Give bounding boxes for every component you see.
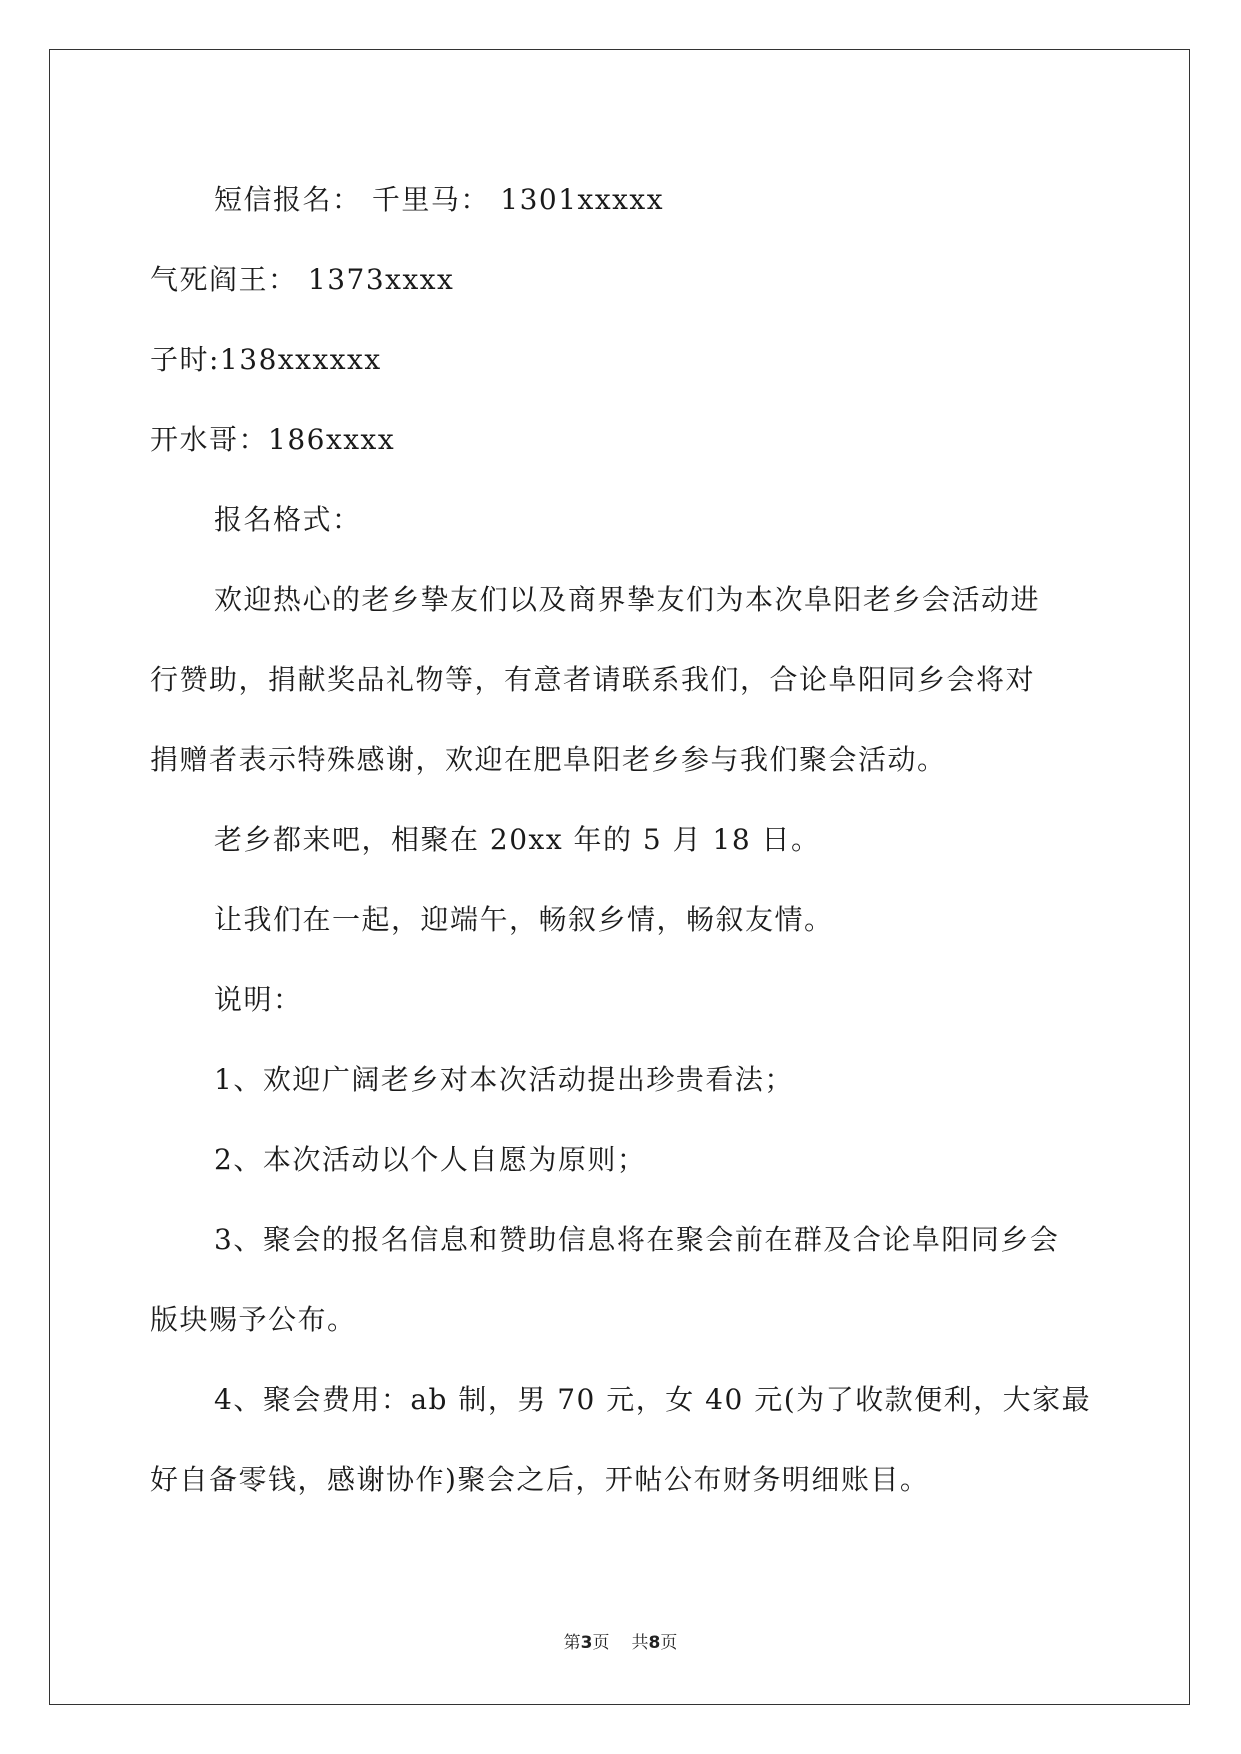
- paragraph-line: 气死阎王： 1373xxxx: [150, 263, 455, 296]
- paragraph-line: 3、聚会的报名信息和赞助信息将在聚会前在群及合论阜阳同乡会: [214, 1223, 1060, 1256]
- footer-current-page: 3: [580, 1633, 593, 1653]
- footer-total-pages: 8: [648, 1633, 661, 1653]
- footer-page-unit: 页: [592, 1633, 610, 1653]
- paragraph-line: 版块赐予公布。: [150, 1303, 357, 1336]
- paragraph-line: 老乡都来吧，相聚在 20xx 年的 5 月 18 日。: [214, 823, 821, 856]
- paragraph-line: 2、本次活动以个人自愿为原则；: [214, 1143, 647, 1176]
- document-body: [150, 160, 1090, 1520]
- paragraph-line: 行赞助，捐献奖品礼物等，有意者请联系我们，合论阜阳同乡会将对: [150, 663, 1036, 696]
- paragraph-line: 短信报名： 千里马： 1301xxxxx: [214, 183, 665, 216]
- page-footer: [0, 1628, 1241, 1653]
- paragraph-line: 子时:138xxxxxx: [150, 343, 382, 376]
- paragraph-line: 报名格式：: [214, 503, 362, 536]
- paragraph-line: 欢迎热心的老乡挚友们以及商界挚友们为本次阜阳老乡会活动进: [214, 583, 1041, 616]
- paragraph-line: 捐赠者表示特殊感谢，欢迎在肥阜阳老乡参与我们聚会活动。: [150, 743, 947, 776]
- paragraph-line: 1、欢迎广阔老乡对本次活动提出珍贵看法；: [214, 1063, 794, 1096]
- paragraph-line: 说明：: [214, 983, 303, 1016]
- footer-total-unit: 页: [660, 1633, 678, 1653]
- paragraph-line: 4、聚会费用：ab 制，男 70 元，女 40 元(为了收款便利，大家最: [214, 1383, 1092, 1416]
- footer-total-prefix: 共: [631, 1633, 649, 1653]
- paragraph-line: 开水哥：186xxxx: [150, 423, 396, 456]
- paragraph-line: 好自备零钱，感谢协作)聚会之后，开帖公布财务明细账目。: [150, 1463, 930, 1496]
- footer-page-prefix: 第: [563, 1633, 581, 1653]
- paragraph-line: 让我们在一起，迎端午，畅叙乡情，畅叙友情。: [214, 903, 834, 936]
